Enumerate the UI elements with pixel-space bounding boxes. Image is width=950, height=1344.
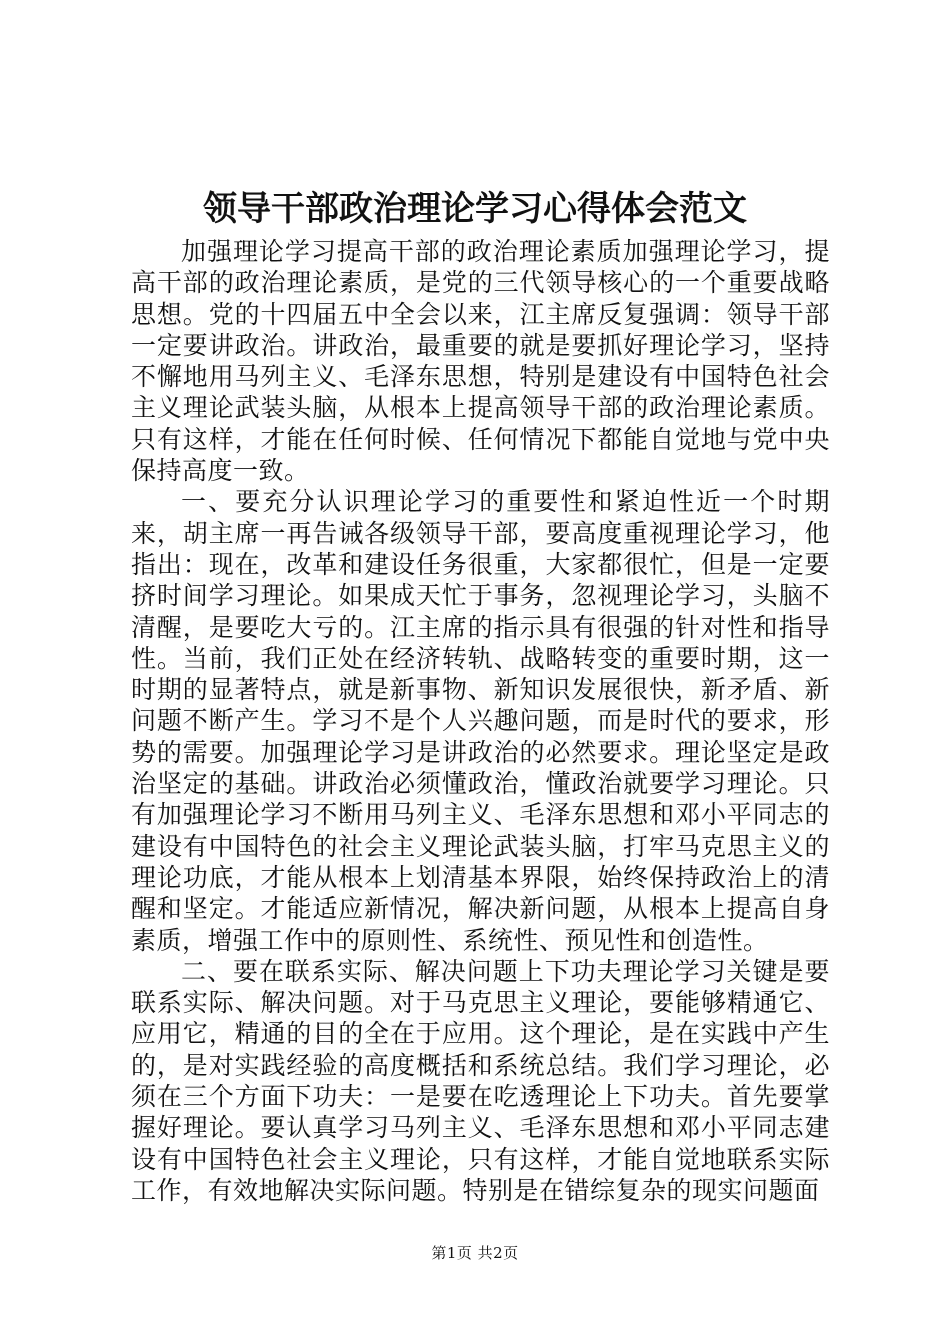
document-title: 领导干部政治理论学习心得体会范文 <box>203 189 747 229</box>
document-body <box>131 236 830 1206</box>
paragraph-section-1: 一、要充分认识理论学习的重要性和紧迫性近一个时期来，胡主席一再告诫各级领导干部，要高度重视理论学习，他指出：现在，改革和建设任务很重，大家都很忙，但是一定要挤时间学习理论。如果成天忙于事务，忽视理论学习，头脑不清醒，是要吃大亏的。江主席的指示具有很强的针对性和指导性。当前，我们正处在经济转轨、战略转变的重要时期，这一时期的显著特点，就是新事物、新知识发展很快，新矛盾、新问题不断产生。学习不是个人兴趣问题，而是时代的要求，形势的需要。加强理论学习是讲政治的必然要求。理论坚定是政治坚定的基础。讲政治必须懂政治，懂政治就要学习理论。只有加强理论学习不断用马列主义、毛泽东思想和邓小平同志的建设有中国特色的社会主义理论武装头脑，打牢马克思主义的理论功底，才能从根本上划清基本界限，始终保持政治上的清醒和坚定。才能适应新情况，解决新问题，从根本上提高自身素质，增强工作中的原则性、系统性、预见性和创造性。 <box>131 487 830 955</box>
paragraph-section-2: 二、要在联系实际、解决问题上下功夫理论学习关键是要联系实际、解决问题。对于马克思主义理论，要能够精通它、应用它，精通的目的全在于应用。这个理论，是在实践中产生的，是对实践经验的高度概括和系统总结。我们学习理论，必须在三个方面下功夫：一是要在吃透理论上下功夫。首先要掌握好理论。要认真学习马列主义、毛泽东思想和邓小平同志建设有中国特色社会主义理论，只有这样，才能自觉地联系实际工作，有效地解决实际问题。特别是在错综复杂的现实问题面 <box>131 956 830 1205</box>
page-number-footer: 第1页 共2页 <box>431 1244 519 1262</box>
paragraph-intro: 加强理论学习提高干部的政治理论素质加强理论学习，提高干部的政治理论素质，是党的三代领导核心的一个重要战略思想。党的十四届五中全会以来，江主席反复强调：领导干部一定要讲政治。讲政治，最重要的就是要抓好理论学习，坚持不懈地用马列主义、毛泽东思想，特别是建设有中国特色社会主义理论武装头脑，从根本上提高领导干部的政治理论素质。只有这样，才能在任何时候、任何情况下都能自觉地与党中央保持高度一致。 <box>131 237 830 486</box>
